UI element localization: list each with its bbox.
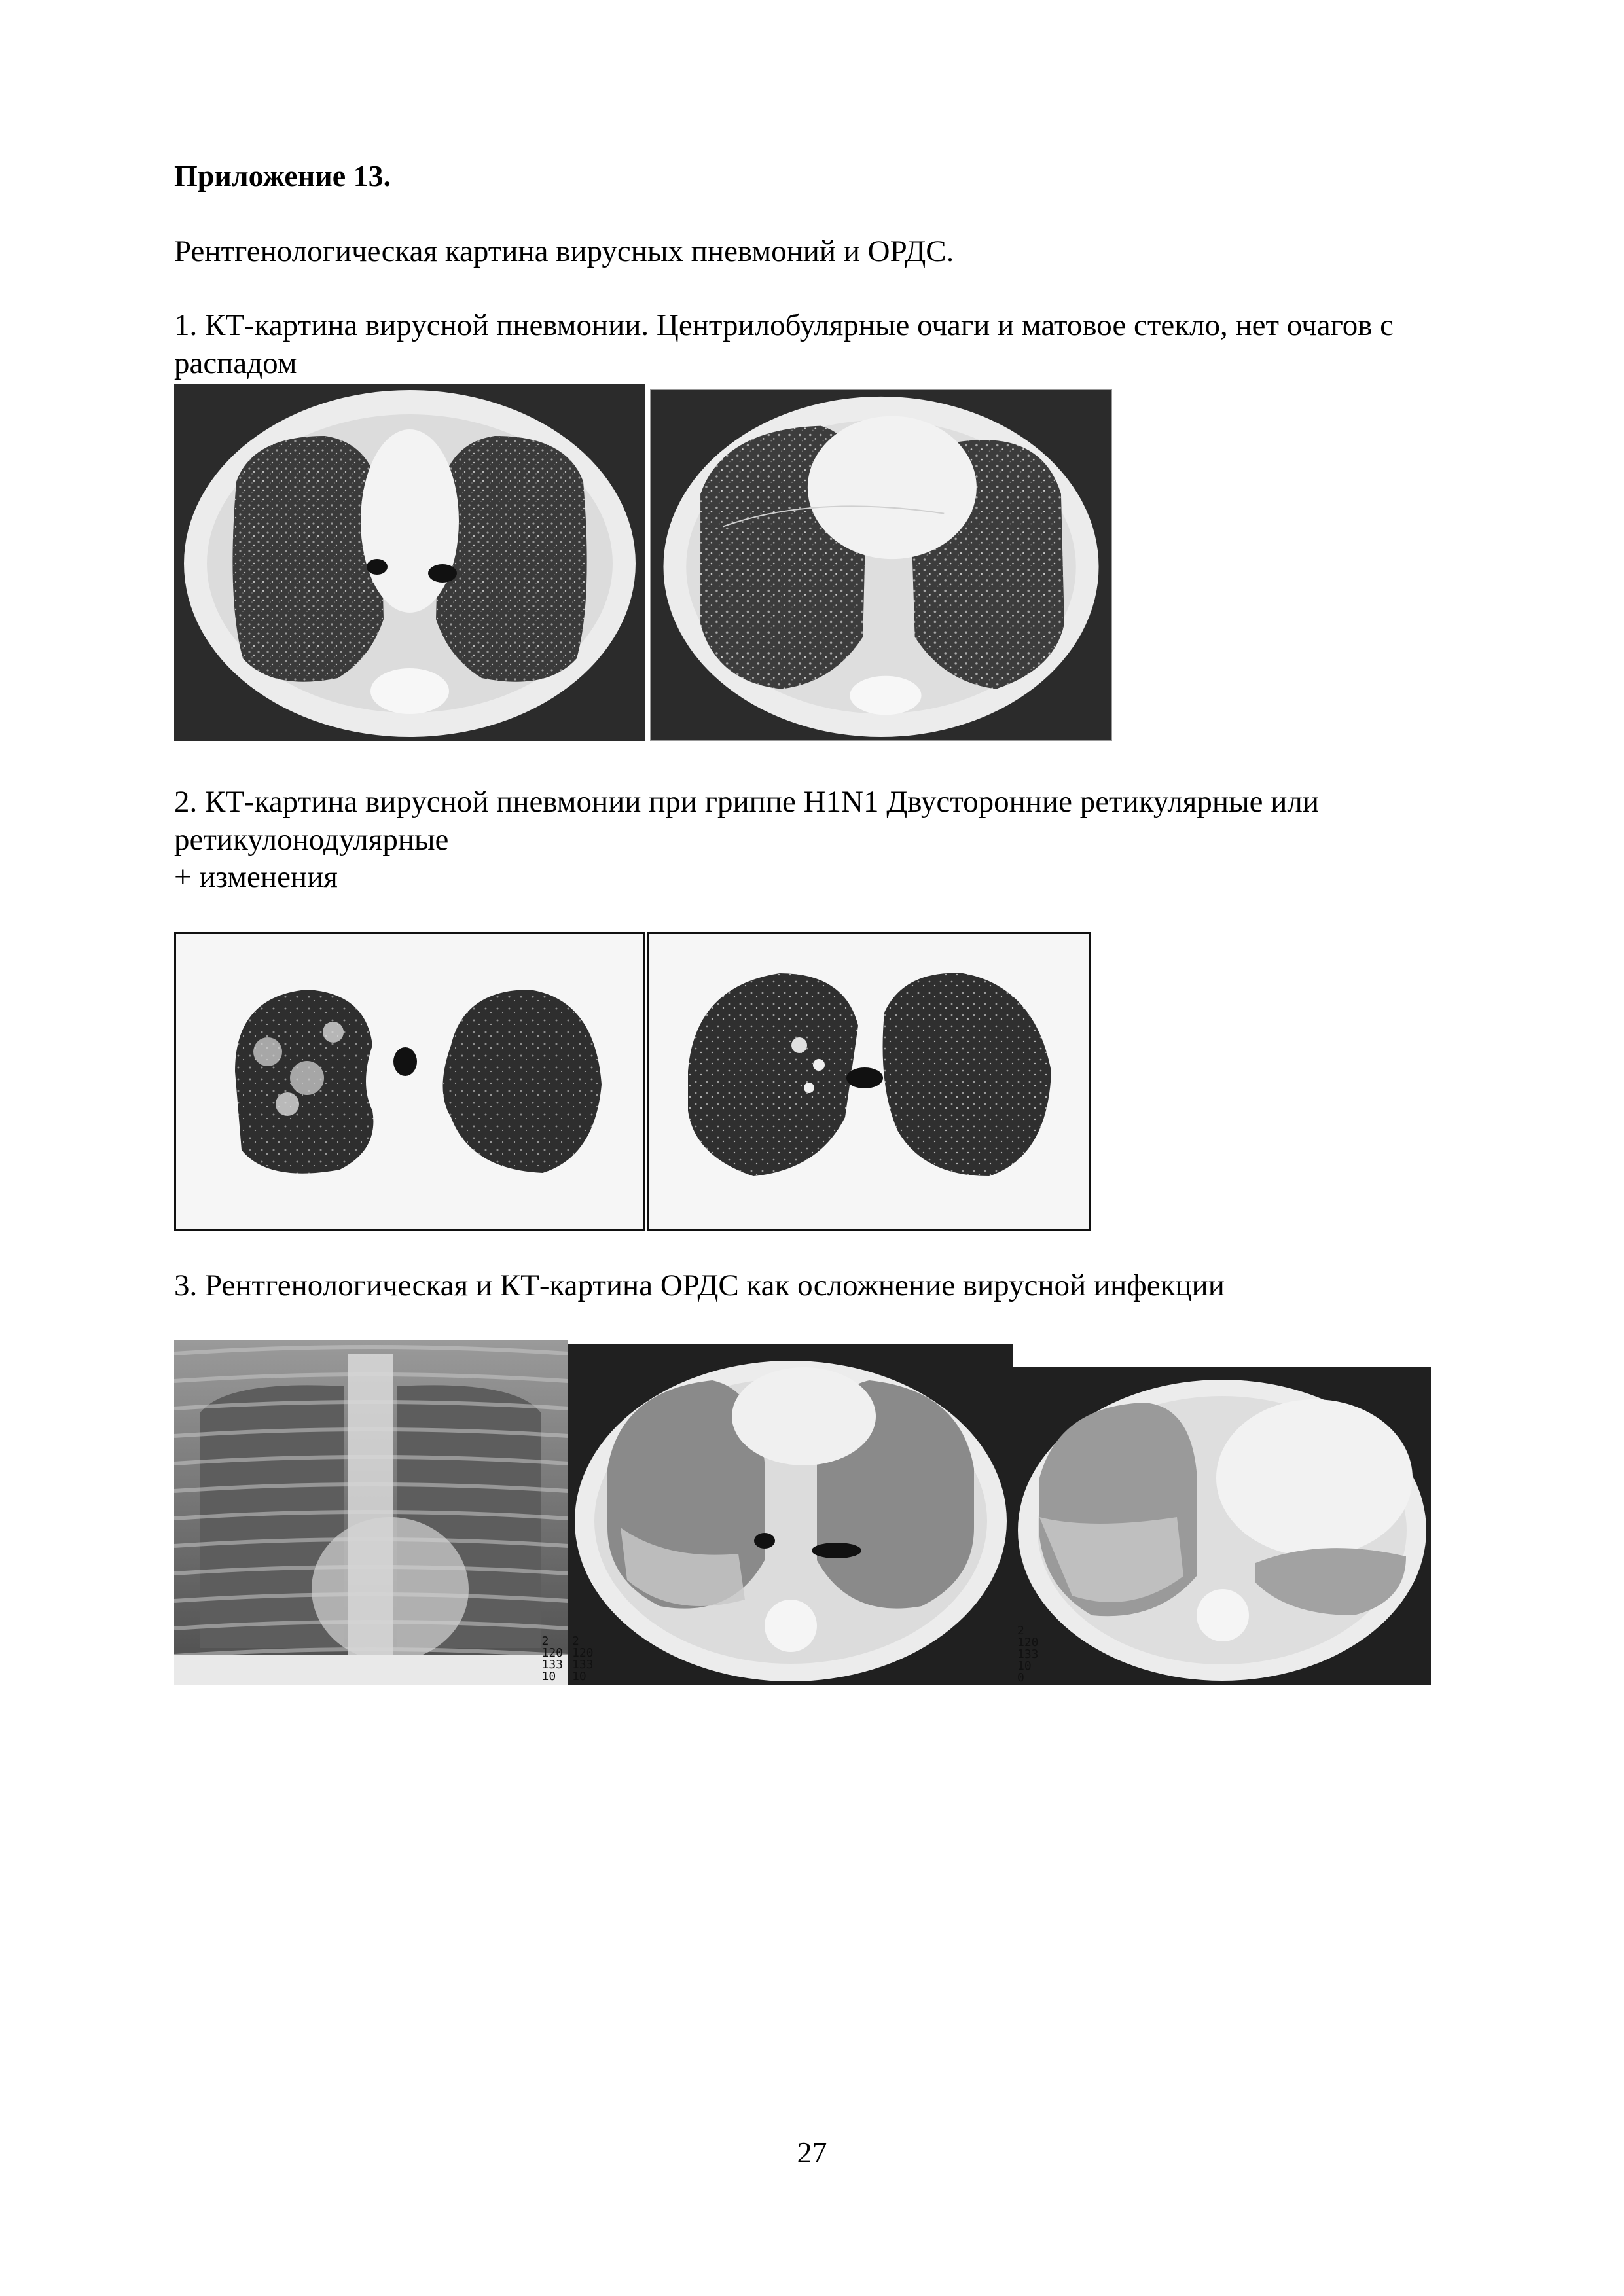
chest-xray-ards-image: [174, 1340, 568, 1685]
page-number: 27: [797, 2136, 827, 2169]
ct-scan-h1n1-right-lung-image: [174, 932, 645, 1231]
section-2-caption-line-1: 2. КТ-картина вирусной пневмонии при гриппе H1N1 Двусторонние ретикулярные или: [174, 785, 1320, 819]
ct2-corner-labels: 2 120 133 10: [572, 1634, 594, 1683]
ct-scan-h1n1-bilateral-image: [647, 932, 1091, 1231]
ct3-corner-labels: 2 120 133 10 0: [1017, 1624, 1039, 1685]
section-1-caption-line-2: распадом: [174, 346, 297, 380]
ct-scan-ards-lower-image: [1013, 1367, 1431, 1685]
ct-scan-lower-lobes-image: [650, 389, 1112, 741]
xray-corner-labels: 2 120 133 10: [541, 1634, 563, 1683]
page-subtitle: Рентгенологическая картина вирусных пневмоний и ОРДС.: [174, 234, 954, 268]
section-2-caption-line-3: + изменения: [174, 860, 338, 894]
ct-scan-upper-lobes-image: [174, 384, 645, 741]
section-2-caption-line-2: ретикулонодулярные: [174, 823, 449, 857]
section-1-caption-line-1: 1. КТ-картина вирусной пневмонии. Центрилобулярные очаги и матовое стекло, нет очагов с: [174, 308, 1394, 342]
appendix-title: Приложение 13.: [174, 159, 391, 192]
ct-scan-ards-upper-image: [568, 1344, 1013, 1685]
section-3-caption-line-1: 3. Рентгенологическая и КТ-картина ОРДС как осложнение вирусной инфекции: [174, 1268, 1225, 1302]
